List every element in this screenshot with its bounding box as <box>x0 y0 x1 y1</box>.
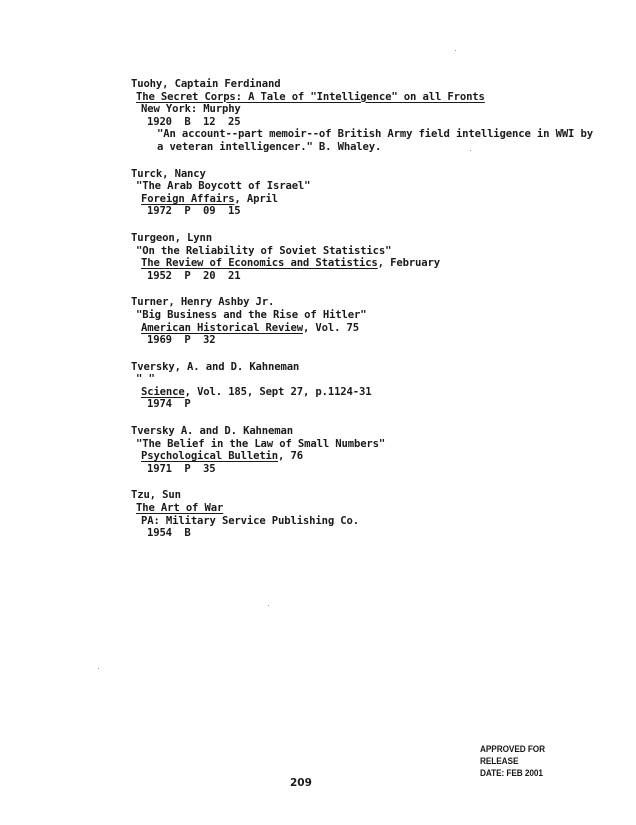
scan-speck <box>455 50 456 51</box>
source-detail: , Vol. 75 <box>302 321 359 334</box>
release-stamp <box>480 744 583 780</box>
entry-title: "Big Business and the Rise of Hitler" <box>136 308 367 321</box>
source-name: Science <box>141 385 185 398</box>
entry-author: Tversky A. and D. Kahneman <box>131 425 293 438</box>
entry-code: 1920 B 12 25 <box>147 115 241 128</box>
entry-source <box>131 322 611 335</box>
source-detail: , February <box>377 257 440 270</box>
entry-author: Tuohy, Captain Ferdinand <box>131 78 281 90</box>
scan-speck <box>98 668 99 669</box>
bibliography-entry <box>131 78 611 154</box>
entry-code: 1954 B <box>147 527 191 540</box>
page-number: 209 <box>290 777 312 789</box>
entry-source <box>131 257 611 270</box>
source-name: American Historical Review <box>141 321 303 334</box>
entry-title: "The Arab Boycott of Israel" <box>136 180 311 193</box>
entry-source <box>131 386 611 399</box>
source-detail: , 76 <box>278 450 303 463</box>
bibliography-entry <box>131 425 611 475</box>
entry-title: The Secret Corps: A Tale of "Intelligence" on all Fronts <box>136 90 485 103</box>
entry-code: 1971 P 35 <box>147 462 216 475</box>
entry-author: Turck, Nancy <box>131 167 206 180</box>
bibliography-entry <box>131 168 611 218</box>
entry-code: 1969 P 32 <box>147 334 216 347</box>
bibliography-entry <box>131 232 611 282</box>
entry-title: " " <box>136 373 155 386</box>
entry-code: 1974 P <box>147 398 191 411</box>
entry-publisher: New York: Murphy <box>141 103 241 116</box>
source-name: Psychological Bulletin <box>141 450 279 463</box>
source-detail: , Vol. 185, Sept 27, p.1124-31 <box>184 385 372 398</box>
scan-speck <box>268 605 269 606</box>
entry-source <box>131 450 611 463</box>
bibliography-list <box>131 78 611 554</box>
entry-source <box>131 193 611 206</box>
stamp-line-date: DATE: FEB 2001 <box>480 768 543 779</box>
entry-code: 1952 P 20 21 <box>147 269 241 282</box>
entry-author: Tzu, Sun <box>131 489 181 502</box>
stamp-line-approved: APPROVED FOR RELEASE <box>480 744 545 767</box>
entry-note: a veteran intelligencer." B. Whaley. <box>157 140 382 153</box>
bibliography-entry <box>131 296 611 346</box>
entry-title: The Art of War <box>136 502 224 515</box>
source-detail: , April <box>234 192 279 205</box>
source-name: Foreign Affairs <box>141 192 235 205</box>
entry-author: Tversky, A. and D. Kahneman <box>131 360 300 373</box>
bibliography-entry <box>131 489 611 539</box>
entry-note: "An account--part memoir--of British Army field intelligence in WWI by <box>157 128 593 141</box>
entry-code: 1972 P 09 15 <box>147 205 241 218</box>
entry-title: "On the Reliability of Soviet Statistics" <box>136 244 392 257</box>
bibliography-entry <box>131 361 611 411</box>
source-name: The Review of Economics and Statistics <box>141 257 378 270</box>
entry-author: Turner, Henry Ashby Jr. <box>131 296 275 309</box>
entry-publisher: PA: Military Service Publishing Co. <box>141 514 359 527</box>
scan-speck <box>470 150 471 151</box>
entry-title: "The Belief in the Law of Small Numbers" <box>136 437 386 450</box>
entry-author: Turgeon, Lynn <box>131 231 212 244</box>
